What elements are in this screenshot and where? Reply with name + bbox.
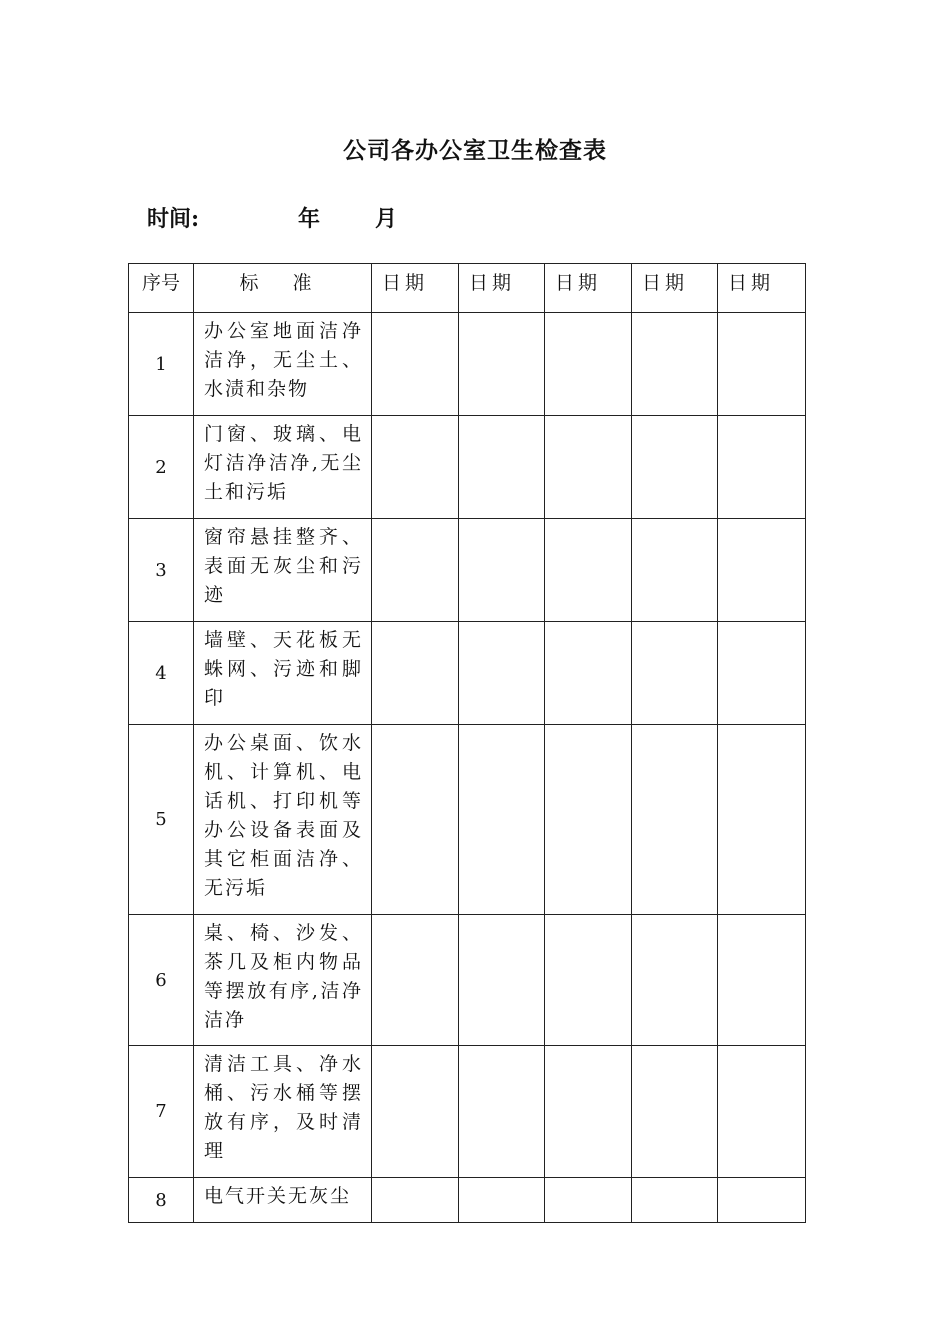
- date-cell[interactable]: [718, 313, 806, 416]
- date-cell[interactable]: [459, 1046, 545, 1178]
- date-cell[interactable]: [632, 519, 718, 622]
- row-standard: 清洁工具、净水桶、污水桶等摆放有序，及时清理: [194, 1046, 372, 1178]
- date-cell[interactable]: [372, 915, 459, 1046]
- header-row: [129, 264, 806, 313]
- date-cell[interactable]: [459, 725, 545, 915]
- date-cell[interactable]: [459, 915, 545, 1046]
- date-cell[interactable]: [545, 519, 632, 622]
- date-cell[interactable]: [372, 416, 459, 519]
- row-standard: 桌、椅、沙发、茶几及柜内物品等摆放有序,洁净洁净: [194, 915, 372, 1046]
- header-date: 日期: [718, 264, 806, 313]
- table-row: [129, 622, 806, 725]
- table-row: [129, 519, 806, 622]
- date-cell[interactable]: [459, 622, 545, 725]
- date-cell[interactable]: [718, 519, 806, 622]
- row-standard: 电气开关无灰尘: [194, 1178, 372, 1223]
- date-cell[interactable]: [545, 416, 632, 519]
- month-label: 月: [375, 206, 398, 232]
- date-cell[interactable]: [372, 519, 459, 622]
- date-cell[interactable]: [545, 1178, 632, 1223]
- date-cell[interactable]: [718, 725, 806, 915]
- date-cell[interactable]: [459, 313, 545, 416]
- table-row: [129, 915, 806, 1046]
- table-row: [129, 1046, 806, 1178]
- header-date: 日期: [372, 264, 459, 313]
- row-seq: 8: [129, 1178, 194, 1223]
- date-cell[interactable]: [718, 416, 806, 519]
- header-date: 日期: [545, 264, 632, 313]
- date-cell[interactable]: [372, 622, 459, 725]
- date-cell[interactable]: [459, 519, 545, 622]
- row-standard: 窗帘悬挂整齐、表面无灰尘和污迹: [194, 519, 372, 622]
- date-cell[interactable]: [718, 1046, 806, 1178]
- date-cell[interactable]: [632, 725, 718, 915]
- row-seq: 5: [129, 725, 194, 915]
- row-standard: 办公室地面洁净洁净，无尘土、水渍和杂物: [194, 313, 372, 416]
- table-row: [129, 313, 806, 416]
- date-cell[interactable]: [545, 622, 632, 725]
- row-standard: 墙壁、天花板无蛛网、污迹和脚印: [194, 622, 372, 725]
- date-cell[interactable]: [718, 1178, 806, 1223]
- date-cell[interactable]: [372, 313, 459, 416]
- date-cell[interactable]: [545, 915, 632, 1046]
- date-cell[interactable]: [632, 915, 718, 1046]
- date-cell[interactable]: [632, 1178, 718, 1223]
- row-seq: 6: [129, 915, 194, 1046]
- date-cell[interactable]: [545, 725, 632, 915]
- date-cell[interactable]: [545, 1046, 632, 1178]
- time-line: [147, 202, 547, 236]
- table-row: [129, 416, 806, 519]
- date-cell[interactable]: [718, 915, 806, 1046]
- row-seq: 1: [129, 313, 194, 416]
- table-row: [129, 725, 806, 915]
- year-label: 年: [298, 206, 321, 232]
- row-seq: 4: [129, 622, 194, 725]
- date-cell[interactable]: [372, 725, 459, 915]
- time-label: 时间:: [147, 206, 200, 232]
- row-seq: 7: [129, 1046, 194, 1178]
- row-standard: 门窗、玻璃、电灯洁净洁净,无尘土和污垢: [194, 416, 372, 519]
- date-cell[interactable]: [632, 622, 718, 725]
- header-seq: 序号: [129, 264, 194, 313]
- header-date: 日期: [459, 264, 545, 313]
- row-seq: 2: [129, 416, 194, 519]
- date-cell[interactable]: [459, 416, 545, 519]
- hygiene-check-table: [128, 263, 806, 1223]
- header-date: 日期: [632, 264, 718, 313]
- date-cell[interactable]: [632, 1046, 718, 1178]
- page-title: 公司各办公室卫生检查表: [343, 137, 607, 164]
- row-seq: 3: [129, 519, 194, 622]
- date-cell[interactable]: [545, 313, 632, 416]
- date-cell[interactable]: [718, 622, 806, 725]
- table-row: [129, 1178, 806, 1223]
- date-cell[interactable]: [459, 1178, 545, 1223]
- date-cell[interactable]: [632, 313, 718, 416]
- date-cell[interactable]: [372, 1178, 459, 1223]
- date-cell[interactable]: [632, 416, 718, 519]
- date-cell[interactable]: [372, 1046, 459, 1178]
- row-standard: 办公桌面、饮水机、计算机、电话机、打印机等办公设备表面及其它柜面洁净、无污垢: [194, 725, 372, 915]
- header-standard: 标 准: [194, 264, 372, 313]
